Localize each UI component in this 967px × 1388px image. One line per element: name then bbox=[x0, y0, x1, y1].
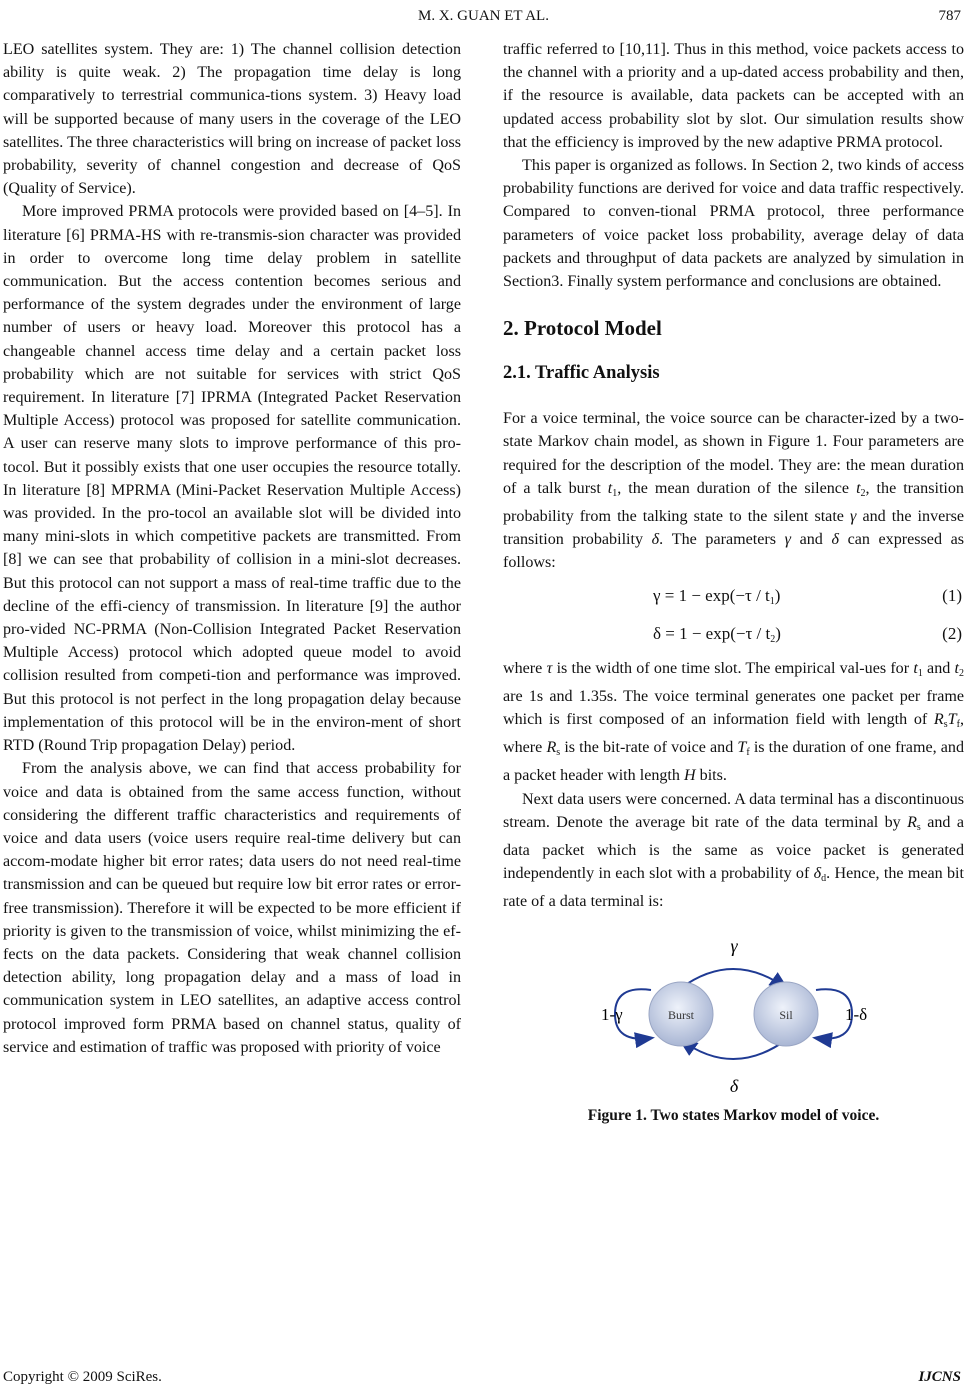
page-header bbox=[0, 8, 967, 30]
paragraph-traffic: For a voice terminal, the voice source can be character-ized by a two-state Markov chain model, as shown in Figure 1. Four parameters are required for the description of the model. They are: the mean duration of a talk burst $t_1$, the mean duration of the silence $t_2$, the transition probability from the talking state to the silent state γ and the inverse transition probability δ. The parameters γ and δ can expressed as follows: bbox=[503, 410, 965, 572]
equation-2: $\delta = 1 - \exp(-\tau / t_2)$ (2) bbox=[653, 623, 962, 645]
equation-1: $\gamma = 1 - \exp(-\tau / t_1)$ (1) bbox=[653, 585, 962, 607]
equation-number: (2) bbox=[942, 623, 962, 643]
page-number: 787 bbox=[938, 8, 961, 24]
paragraph: traffic referred to [10,11]. Thus in this method, voice packets access to the channel with a priority and a up-dated access probability and then, if the resource is available, data packets can be accepted with an updated access probability slot by slot. Our simulation results show that the efficiency is improved by the new adaptive PRMA protocol. bbox=[503, 41, 964, 151]
figure-caption: Figure 1. Two states Markov model of voice. bbox=[587, 1106, 880, 1124]
label-gamma: γ bbox=[730, 935, 738, 956]
subsection-heading: 2.1. Traffic Analysis bbox=[503, 363, 660, 384]
paragraph-voice-terminal: where τ is the width of one time slot. The empirical val-ues for $t_1$ and $t_2$ are 1s and 1.35s. The voice terminal generates one packet per frame which is first composed of an information field with length of $R_sT_f$, where $R_s$ is the bit-rate of voice and $T_f$ is the duration of one frame, and a packet header with length H bits. bbox=[503, 659, 965, 785]
label-one-minus-delta: 1-δ bbox=[845, 1004, 868, 1024]
journal-name: IJCNS bbox=[918, 1369, 961, 1385]
paragraph-data-terminal: Next data users were concerned. A data terminal has a discontinuous stream. Denote the average bit rate of the data terminal by $R_s$ and a data packet which is the same as voice packet is generated independently in each slot with a probability of $\delta_d$. Hence, the mean bit rate of a data terminal is: bbox=[503, 790, 964, 911]
right-column bbox=[503, 38, 964, 1127]
left-column bbox=[3, 38, 461, 1059]
section-heading: 2. Protocol Model bbox=[503, 316, 662, 341]
label-delta: δ bbox=[729, 1075, 739, 1096]
figure-markov-diagram bbox=[503, 930, 964, 1100]
equation-number: (1) bbox=[942, 585, 962, 605]
paragraph: More improved PRMA protocols were provided based on [4–5]. In literature [6] PRMA-HS with re-transmis-sion character was provided in order to overcome long time delay problem in satellite communication. But the access contention becomes serious and performance of the system degrades under the environment of large number of users or heavy load. Moreover this protocol has a changeable channel access time delay and a certain packet loss probability which are not suitable for services with strict QoS requirement. In literature [7] IPRMA (Integrated Packet Reservation Multiple Access) protocol was proposed for satellite communication. A user can reserve many slots to improve performance of this pro-tocol. But it possibly exists that one user occupies the resource totally. In literature [8] MPRMA (Mini-Packet Reservation Multiple Access) was provided. In the pro-tocol an available slot will be divided into many mini-slots in which competitive packets are transmitted. From [8] we can see that probability of collision in a mini-slot decreases. But this protocol can not support a mass of real-time traffic due to the decline of the effi-ciency of transmission. In literature [9] the author pro-vided NC-PRMA (Non-Collision Integrated Packet Reservation Multiple Access) protocol which adopted queue model to avoid collision resulted from competi-tion and performance was improved. But this protocol is not perfect in the long propagation delay because implementation of this protocol will be in the environ-ment of short RTD (Round Trip propagation Delay) period. bbox=[3, 203, 461, 755]
copyright-notice: Copyright © 2009 SciRes. bbox=[3, 1369, 162, 1385]
paragraph: LEO satellites system. They are: 1) The channel collision detection ability is quite weak. 2) The propagation time delay is long comparatively to terrestrial communica-tions system. 3) Heavy load will be supported because of many users in the coverage of the LEO satellites. The three characteristics will bring on increase of packet loss probability, severity of channel congestion and decrease of QoS (Quality of Service). bbox=[3, 41, 461, 198]
transition-arrow-delta bbox=[681, 1040, 786, 1059]
running-author: M. X. GUAN ET AL. bbox=[418, 8, 549, 24]
state-burst-label: Burst bbox=[667, 1007, 695, 1022]
state-sil-label: Sil bbox=[779, 1007, 793, 1022]
paragraph: From the analysis above, we can find that access probability for voice and data is obtained from the same access function, without considering the different traffic characteristics and requirements of voice and data users (voice users require real-time delivery but can accom-modate higher bit error rates; data users do not need real-time transmission and can be queued but require low bit error rates or error-free transmission). Therefore it will be expected to be more efficient if priority is given to the transmission of voice, whilst minimizing the ef-fects on the data packets. Considering that weak channel collision detection ability, long propagation delay and a mass of load in communication system in LEO satellites, an adaptive access control protocol improved form PRMA based on channel status, quality of service and estimation of traffic was proposed with priority of voice bbox=[3, 760, 461, 1056]
markov-diagram-svg bbox=[503, 930, 964, 1100]
transition-arrow-gamma bbox=[681, 969, 786, 988]
label-one-minus-gamma: 1-γ bbox=[601, 1004, 623, 1024]
paragraph: This paper is organized as follows. In Section 2, two kinds of access probability functions are derived for voice and data traffic respectively. Compared to conven-tional PRMA protocol, three performance parameters of voice packet loss probability, average delay of data packets and throughput of data packets are analyzed by simulation in Section3. Finally system performance and conclusions are obtained. bbox=[503, 157, 964, 291]
